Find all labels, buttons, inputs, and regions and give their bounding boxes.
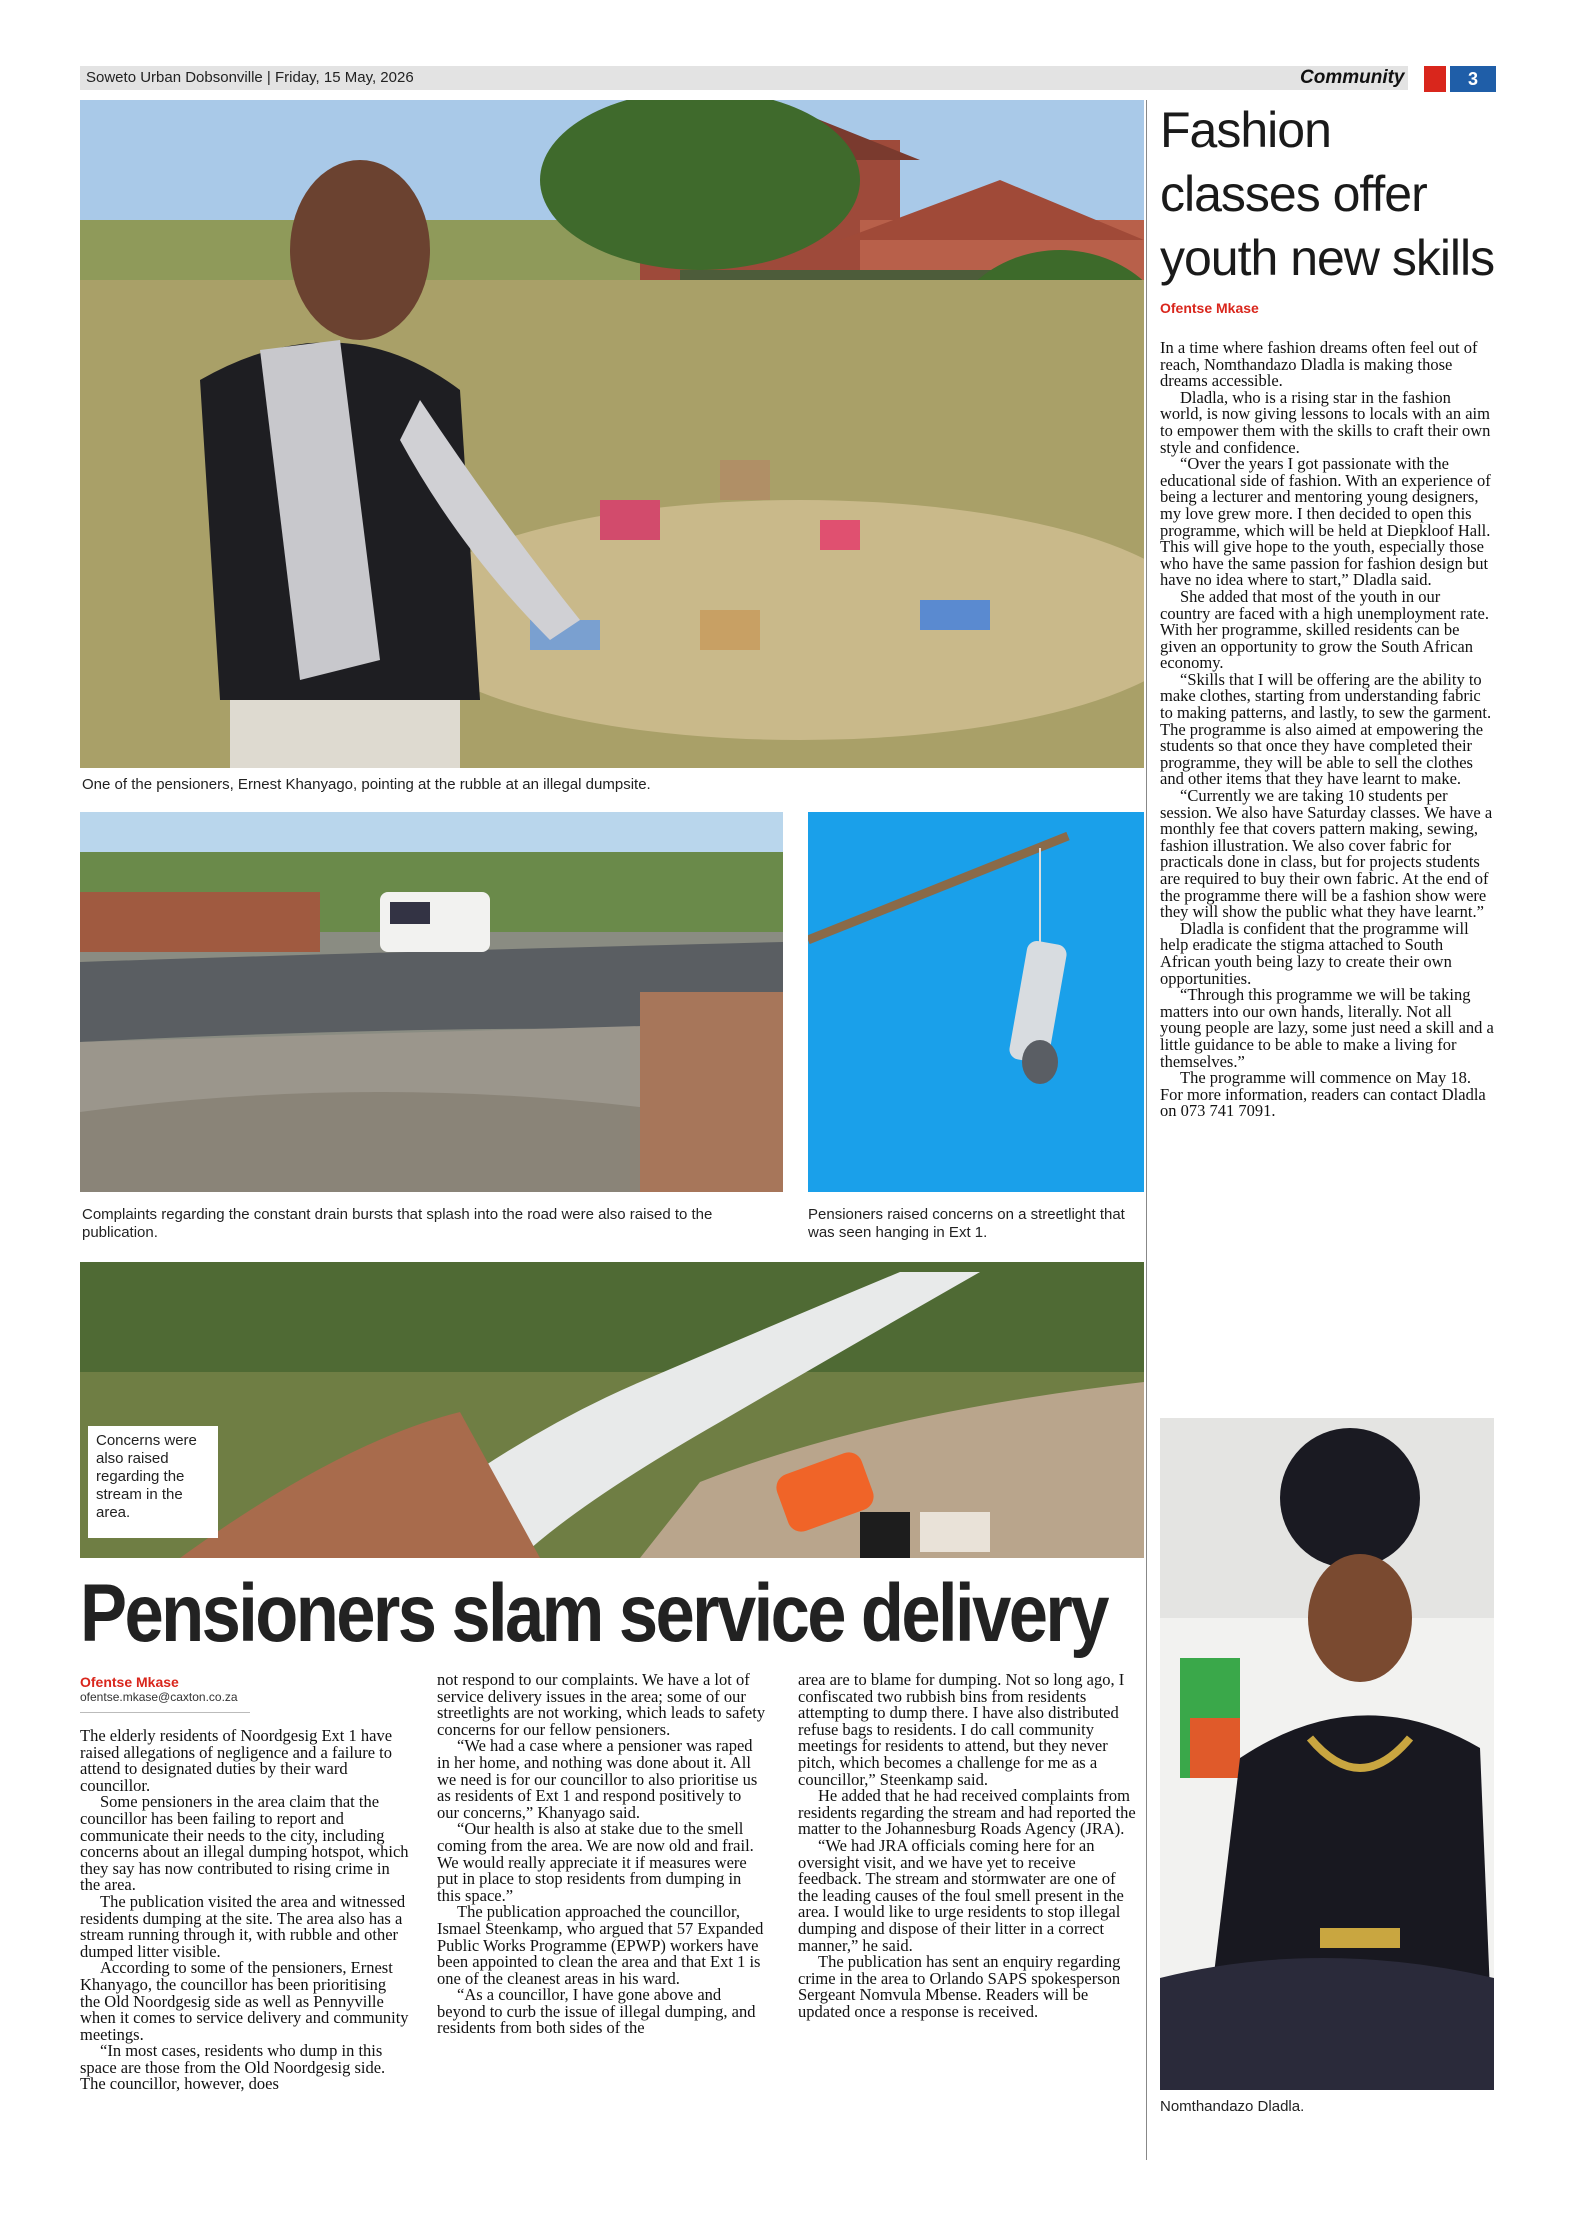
pensioners-column-2 [437,1672,767,2037]
paragraph: Some pensioners in the area claim that the councillor has been failing to report and communicate their needs to the city, including concerns about an illegal dumping hotspot, which they say has now contributed to rising crime in the area. [80,1792,409,1895]
paragraph: not respond to our complaints. We have a lot of service delivery issues in the area; some of our streetlights are not working, which leads to safety concerns for our fellow pensioners. [437,1670,766,1739]
paragraph: The elderly residents of Noordgesig Ext 1 have raised allegations of negligence and a failure to attend to designated duties by their ward councillor. [80,1726,393,1795]
fashion-byline: Ofentse Mkase [1160,300,1259,316]
drain-photo [80,812,783,1192]
pensioners-email: ofentse.mkase@caxton.co.za [80,1690,238,1704]
stream-caption-text: Concerns were also raised regarding the stream in the area. [96,1432,197,1521]
pensioners-column-1 [80,1728,410,2093]
paragraph: “We had a case where a pensioner was raped in her home, and nothing was done about it. All we need is for our councillor to also prioritise us as residents of Ext 1 and respond positively to our concerns,” Khanyago said. [437,1736,758,1822]
paragraph: According to some of the pensioners, Ernest Khanyago, the councillor has been prioritising the Old Noordgesig side as well as Pennyville when it comes to service delivery and community meetings. [80,1958,409,2044]
page-number: 3 [1467,69,1478,89]
paragraph: The publication approached the councillor, Ismael Steenkamp, who argued that 57 Expanded Public Works Programme (EPWP) workers have been appointed to clean the area and that Ext 1 is one of the cleanest areas in his ward. [437,1902,764,1988]
paragraph: Dladla, who is a rising star in the fashion world, is now giving lessons to locals with an aim to empower them with the skills to craft their own style and confidence. [1160,387,1491,457]
paragraph: “Through this programme we will be taking matters into our own hands, literally. Not all young people are lazy, some just need a skill and a little guidance to be able to make a living for themselves.” [1160,985,1494,1071]
stream-caption [88,1426,218,1538]
portrait-photo [1160,1418,1494,2090]
stream-photo [80,1262,1144,1558]
drain-caption: Complaints regarding the constant drain bursts that splash into the road were also raised to the publication. [82,1206,713,1241]
section-label: Community [1300,67,1405,88]
masthead: Soweto Urban Dobsonville | Friday, 15 May, 2026 [86,69,414,86]
paragraph: “In most cases, residents who dump in this space are those from the Old Noordgesig side. The councillor, however, does [80,2041,386,2094]
portrait-caption: Nomthandazo Dladla. [1160,2098,1305,2115]
paragraph: area are to blame for dumping. Not so long ago, I confiscated two rubbish bins from residents attempting to dump there. I have also distributed refuse bags to residents. I do call community meetings for residents to attend, but they never pitch, which becomes a challenge for me as a councillor,” Steenkamp said. [798,1670,1125,1789]
paragraph: “We had JRA officials coming here for an oversight visit, and we have yet to receive feedback. The stream and stormwater are one of the leading causes of the foul smell present in the area. I would like to urge residents to stop illegal dumping and dispose of their litter in a correct manner,” he said. [798,1835,1124,1955]
paragraph: The programme will commence on May 18. For more information, readers can contact Dladla on 073 741 7091. [1160,1068,1486,1121]
paragraph: The publication visited the area and witnessed residents dumping at the site. The area also has a stream running through it, with rubble and other dumped litter visible. [80,1891,406,1961]
paragraph: In a time where fashion dreams often feel out of reach, Nomthandazo Dladla is making those dreams accessible. [1160,338,1478,391]
paragraph: He added that he had received complaints from residents regarding the stream and had reported the matter to the Johannesburg Roads Agency (JRA). [798,1786,1136,1839]
dumpsite-caption: One of the pensioners, Ernest Khanyago, pointing at the rubble at an illegal dumpsite. [82,776,651,793]
paragraph: “Over the years I got passionate with the educational side of fashion. With an experience of being a lecturer and mentoring young designers, my love grew more. I then decided to open this programme, which will be held at Diepkloof Hall. This will give hope to the youth, especially those who have the same passion for fashion design but have no idea where to start,” Dladla said. [1160,454,1491,590]
pensioners-column-3 [798,1672,1138,2020]
paragraph: The publication has sent an enquiry regarding crime in the area to Orlando SAPS spokesperson Sergeant Nomvula Mbense. Readers will be updated once a response is received. [798,1952,1121,2021]
streetlight-photo [808,812,1144,1192]
paragraph: “Skills that I will be offering are the ability to make clothes, starting from understanding fabric to making patterns, and lastly, to sew the garment. The programme is also aimed at empowering the students so that once they have completed their programme, they will be able to sell the clothes and other items that they have learnt to make. [1160,669,1492,789]
pensioners-byline: Ofentse Mkase [80,1674,179,1690]
column-rule [1146,100,1147,2160]
paragraph: She added that most of the youth in our country are faced with a high unemployment rate. With her programme, skilled residents can be given an opportunity to grow the South African economy. [1160,586,1489,673]
paragraph: Dladla is confident that the programme will help eradicate the stigma attached to South African youth being lazy to create their own opportunities. [1160,918,1469,988]
paragraph: “Our health is also at stake due to the smell coming from the area. We are now old and frail. We would really appreciate it if measures were put in place to stop residents from dumping in this space.” [437,1819,754,1905]
pensioners-headline: Pensioners slam service delivery [80,1568,1107,1659]
paragraph: “Currently we are taking 10 students per session. We also have Saturday classes. We have a monthly fee that covers pattern making, sewing, fashion illustration. We also cover fabric for practicals done in class, but for projects students are required to buy their own fabric. At the end of the programme there will be a fashion show were they will show the public what they have learnt.” [1160,786,1493,922]
byline-rule [80,1712,250,1713]
dumpsite-photo [80,100,1144,768]
fashion-headline: Fashion classes offer youth new skills [1160,102,1495,286]
fashion-body [1160,340,1494,1120]
paragraph: “As a councillor, I have gone above and beyond to curb the issue of illegal dumping, and residents from both sides of the [437,1985,756,2038]
section-color-block [1424,66,1446,92]
streetlight-caption: Pensioners raised concerns on a streetlight that was seen hanging in Ext 1. [808,1206,1125,1241]
